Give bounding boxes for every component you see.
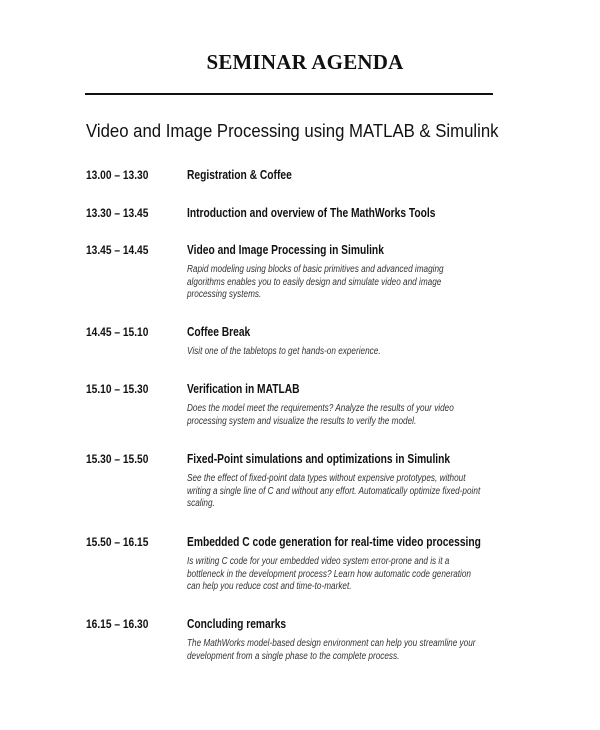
agenda-title: Concluding remarks: [187, 617, 287, 631]
description-line: The MathWorks model-based design environment can help you streamline your: [187, 638, 476, 649]
agenda-body: [187, 206, 490, 221]
agenda-body: [187, 535, 545, 594]
agenda-title: Coffee Break: [187, 325, 251, 339]
agenda-description: [187, 638, 539, 663]
title-divider: [85, 93, 493, 95]
description-line: processing system and visualize the results to verify the model.: [187, 415, 417, 427]
agenda-time: 13.30 – 13.45: [86, 206, 149, 220]
agenda-body: [187, 382, 512, 428]
agenda-description: [187, 473, 545, 511]
seminar-subtitle: Video and Image Processing using MATLAB & Simulink: [86, 121, 499, 141]
description-line: Does the model meet the requirements? Analyze the results of your video: [187, 403, 454, 414]
agenda-body: [187, 168, 315, 183]
agenda-title: Video and Image Processing in Simulink: [187, 243, 384, 257]
description-line: development from a single phase to the complete process.: [187, 650, 400, 662]
agenda-time: 15.10 – 15.30: [86, 382, 149, 396]
description-line: processing systems.: [187, 289, 262, 300]
agenda-time: 13.45 – 14.45: [86, 243, 149, 257]
description-line: scaling.: [187, 498, 215, 509]
description-line: algorithms enables you to easily design and simulate video and image: [187, 276, 442, 288]
agenda-title: Introduction and overview of The MathWorks Tools: [187, 206, 436, 220]
agenda-body: [187, 617, 539, 663]
agenda-time: 15.30 – 15.50: [86, 452, 149, 466]
document-title: SEMINAR AGENDA: [206, 50, 404, 74]
agenda-description: [187, 346, 423, 359]
agenda-description: [187, 264, 500, 302]
description-line: can help you reduce cost and time-to-market.: [187, 581, 352, 592]
description-line: Is writing C code for your embedded video system error-prone and is it a: [187, 556, 450, 567]
agenda-time: 14.45 – 15.10: [86, 325, 149, 339]
agenda-time: 15.50 – 16.15: [86, 535, 149, 549]
description-line: bottleneck in the development process? Learn how automatic code generation: [187, 568, 472, 580]
description-line: Visit one of the tabletops to get hands-on experience.: [187, 346, 381, 357]
agenda-title: Registration & Coffee: [187, 168, 292, 182]
agenda-body: [187, 452, 545, 511]
agenda-title: Embedded C code generation for real-time video processing: [187, 535, 481, 549]
agenda-body: [187, 325, 423, 359]
agenda-time: 13.00 – 13.30: [86, 168, 149, 182]
agenda-title: Verification in MATLAB: [187, 382, 300, 396]
description-line: writing a single line of C and without any effort. Automatically optimize fixed-point: [187, 485, 481, 497]
description-line: See the effect of fixed-point data types without expensive prototypes, without: [187, 473, 466, 484]
agenda-time: 16.15 – 16.30: [86, 617, 149, 631]
agenda-description: [187, 403, 512, 428]
agenda-title: Fixed-Point simulations and optimizations in Simulink: [187, 452, 451, 466]
description-line: Rapid modeling using blocks of basic primitives and advanced imaging: [187, 264, 444, 275]
agenda-body: [187, 243, 500, 302]
agenda-description: [187, 556, 545, 594]
